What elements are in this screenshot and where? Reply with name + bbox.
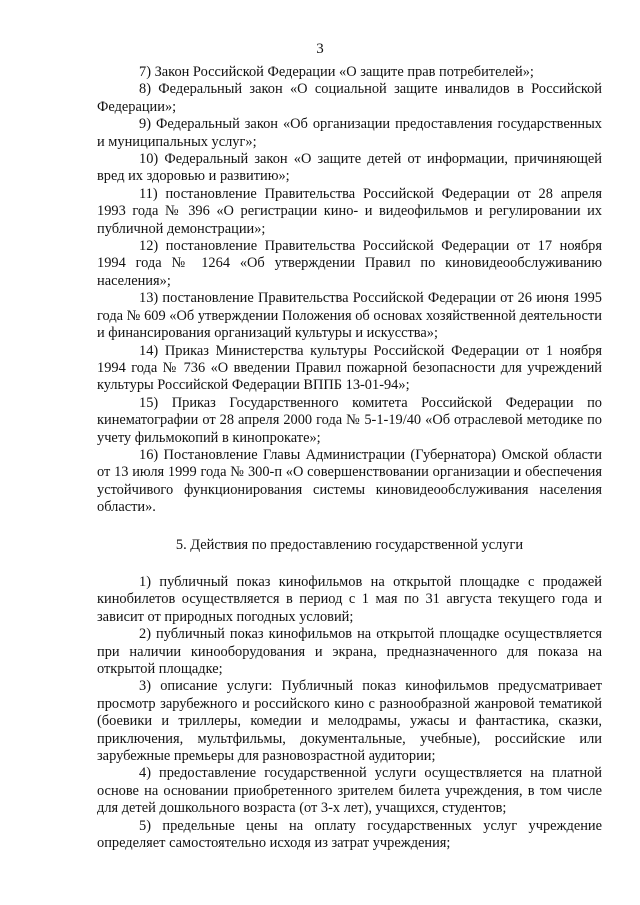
legal-act-item: 8) Федеральный закон «О социальной защите инвалидов в Российской Федерации»; bbox=[97, 81, 602, 115]
legal-act-item: 11) постановление Правительства Российской Федерации от 28 апреля 1993 года № 396 «О регистрации кино- и видеофильмов и регулировании их публичной демонстрации»; bbox=[97, 185, 602, 237]
legal-act-item: 14) Приказ Министерства культуры Российской Федерации от 1 ноября 1994 года № 736 «О введении Правил пожарной безопасности для учреждений культуры Российской Федерации ВППБ 13-01-94»; bbox=[97, 342, 602, 394]
legal-act-item: 12) постановление Правительства Российской Федерации от 17 ноября 1994 года № 1264 «Об утверждении Правил по киновидеообслуживанию населения»; bbox=[97, 238, 602, 289]
document-body bbox=[97, 64, 602, 852]
page-number: 3 bbox=[316, 41, 324, 57]
legal-act-item: 16) Постановление Главы Администрации (Губернатора) Омской области от 13 июля 1999 года № 300-п «О совершенствовании организации и обеспечения устойчивого функционирования системы киновидеообслуживания населения области». bbox=[97, 446, 602, 516]
legal-act-item: 9) Федеральный закон «Об организации предоставления государственных и муниципальных услуг»; bbox=[97, 116, 602, 150]
legal-act-item: 7) Закон Российской Федерации «О защите прав потребителей»; bbox=[139, 64, 534, 80]
service-action-item: 3) описание услуги: Публичный показ кинофильмов предусматривает просмотр зарубежного и российского кино с разнообразной жанровой тематикой (боевики и триллеры, комедии и мелодрамы, ужасы и фантастика, сказки, приключения, мультфильмы, документальные, учебные), российские или зарубежные премьеры для разновозрастной аудитории; bbox=[97, 678, 602, 765]
service-action-item: 4) предоставление государственной услуги осуществляется на платной основе на основании приобретенного зрителем билета учреждения, в том числе для детей дошкольного возраста (от 3-х лет), учащихся, студентов; bbox=[97, 765, 602, 817]
service-actions-list bbox=[97, 574, 602, 853]
legal-act-item: 13) постановление Правительства Российской Федерации от 26 июня 1995 года № 609 «Об утверждении Положения об основах хозяйственной деятельности и финансирования организаций культуры и искусства»; bbox=[97, 290, 602, 342]
service-action-item: 5) предельные цены на оплату государственных услуг учреждение определяет самостоятельно исходя из затрат учреждения; bbox=[97, 817, 602, 852]
legal-act-item: 15) Приказ Государственного комитета Российской Федерации по кинематографии от 28 апреля 2000 года № 5-1-19/40 «Об отраслевой методике по учету фильмокопий в кинопрокате»; bbox=[97, 394, 602, 446]
service-action-item: 1) публичный показ кинофильмов на открытой площадке с продажей кинобилетов осуществляется в период с 1 мая по 31 августа текущего года и зависит от природных погодных условий; bbox=[97, 573, 602, 625]
service-action-item: 2) публичный показ кинофильмов на открытой площадке осуществляется при наличии кинооборудования и экрана, предназначенного для показа на открытой площадке; bbox=[97, 626, 602, 677]
legal-act-item: 10) Федеральный закон «О защите детей от информации, причиняющей вред их здоровью и развитию»; bbox=[97, 151, 602, 185]
section-heading: 5. Действия по предоставлению государственной услуги bbox=[175, 536, 524, 553]
legal-acts-list bbox=[97, 64, 602, 517]
